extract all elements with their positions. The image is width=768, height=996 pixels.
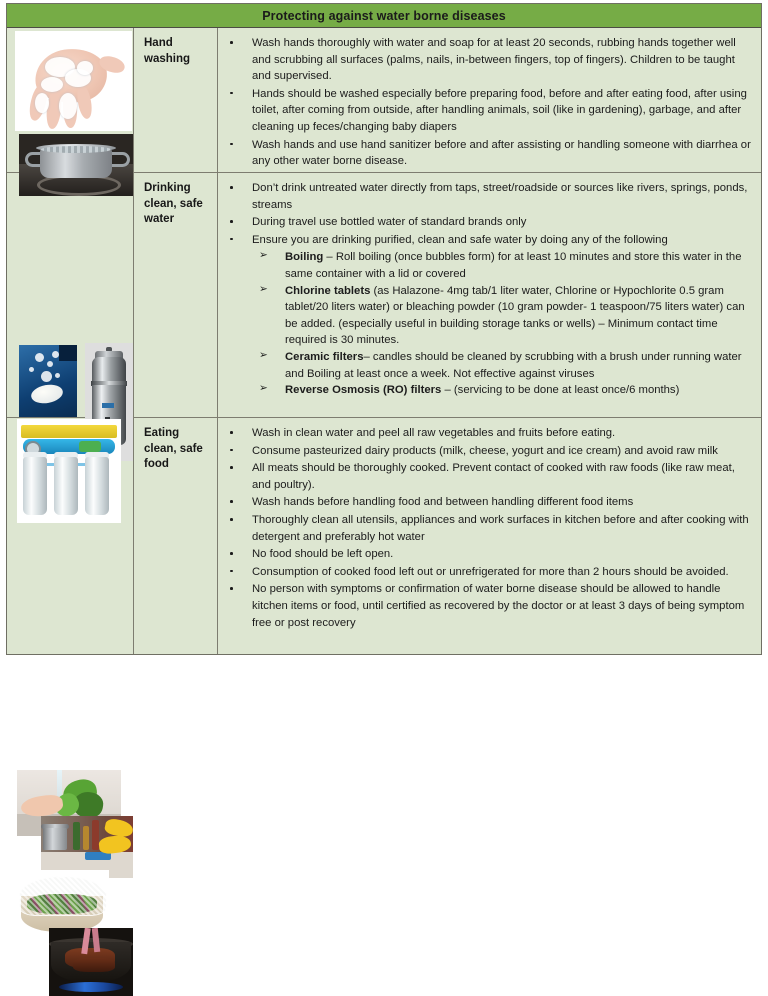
list-item: Wash in clean water and peel all raw vegetables and fruits before eating.	[226, 425, 751, 442]
sub-item-text: – candles should be cleaned by scrubbing with a brush under running water and Boiling at least once a week. Not effective against viruses	[285, 350, 742, 380]
information-table	[6, 3, 762, 655]
list-item: Don’t drink untreated water directly from taps, street/roadside or sources like rivers, springs, ponds, streams	[226, 180, 751, 213]
table-title-bar	[7, 4, 761, 28]
row-image-cell	[7, 418, 134, 654]
row-label-cell	[134, 28, 218, 172]
row-label: Hand washing	[144, 37, 191, 65]
sub-item-text: – Roll boiling (once bubbles form) for at least 10 minutes and store this water in the same container with a lid or covered	[285, 251, 742, 280]
sub-list-item	[259, 249, 751, 282]
list-item: No food should be left open.	[226, 546, 751, 563]
row-content-cell	[218, 28, 761, 172]
table-row	[7, 418, 761, 654]
list-item: Wash hands and use hand sanitizer before and after assisting or handling someone with diarrhea or any other water borne disease.	[226, 137, 751, 170]
list-item: Hands should be washed especially before preparing food, before and after eating food, after using toilet, after coming from outside, after handling animals, soil (like in gardening), garbage, and after cleaning up feces/changing baby diapers	[226, 86, 751, 136]
row-label-cell	[134, 173, 218, 417]
row-label: Drinking clean, safe water	[144, 182, 203, 226]
sub-list-item	[259, 349, 751, 382]
list-item: All meats should be thoroughly cooked. Prevent contact of cooked with raw foods (like raw meat, and poultry).	[226, 460, 751, 493]
cleaning-gloves-photo	[41, 816, 133, 878]
sub-item-lead: Chlorine tablets	[285, 284, 371, 297]
page-title: Protecting against water borne diseases	[262, 8, 506, 23]
list-item: Wash hands before handling food and between handling different food items	[226, 494, 751, 511]
table-body	[7, 28, 761, 654]
sub-bullet-list	[226, 249, 751, 398]
sub-item-lead: Reverse Osmosis (RO) filters	[285, 384, 442, 397]
sub-item-text: – (servicing to be done at least once/6 months)	[441, 384, 680, 397]
table-row	[7, 173, 761, 418]
table-row	[7, 28, 761, 173]
row-content-cell	[218, 173, 761, 417]
list-item: Consumption of cooked food left out or unrefrigerated for more than 2 hours should be avoided.	[226, 564, 751, 581]
list-item: No person with symptoms or confirmation of water borne disease should be allowed to handle kitchen items or food, until certified as recovered by the doctor or at least 3 days of being symptom free or post recovery	[226, 581, 751, 631]
row-image-cell	[7, 28, 134, 172]
list-item: During travel use bottled water of standard brands only	[226, 214, 751, 231]
sub-item-lead: Boiling	[285, 251, 324, 264]
list-item: Ensure you are drinking purified, clean and safe water by doing any of the following	[226, 232, 751, 249]
list-item: Thoroughly clean all utensils, appliances and work surfaces in kitchen before and after cooking with detergent and preferably hot water	[226, 512, 751, 545]
bullet-list	[226, 425, 751, 631]
soapy-hands-photo	[15, 31, 132, 131]
sub-item-text: (as Halazone- 4mg tab/1 liter water, Chlorine or Hypochlorite 0.5 gram tablet/20 liters water) or bleaching powder (10 gram powder- 1 teaspoon/75 liters water) can be added. (especially useful in building storage tanks or wells) – Minimum contact time required is 30 minutes.	[285, 284, 745, 347]
list-item: Consume pasteurized dairy products (milk, cheese, yogurt and ice cream) and avoid raw milk	[226, 443, 751, 460]
row-image-cell	[7, 173, 134, 417]
row-label: Eating clean, safe food	[144, 427, 203, 471]
sub-list-item	[259, 382, 751, 399]
sub-list-item	[259, 283, 751, 349]
bullet-list	[226, 180, 751, 248]
cooking-meat-pan-photo	[49, 928, 133, 996]
dissolving-tablet-photo	[19, 345, 77, 417]
bullet-list	[226, 35, 751, 170]
row-content-cell	[218, 418, 761, 654]
list-item: Wash hands thoroughly with water and soap for at least 20 seconds, rubbing hands together well and scrubbing all surfaces (palms, nails, in-between fingers, top of fingers). Children to be taught and supervised.	[226, 35, 751, 85]
sub-item-lead: Ceramic filters	[285, 350, 364, 363]
row-label-cell	[134, 418, 218, 654]
